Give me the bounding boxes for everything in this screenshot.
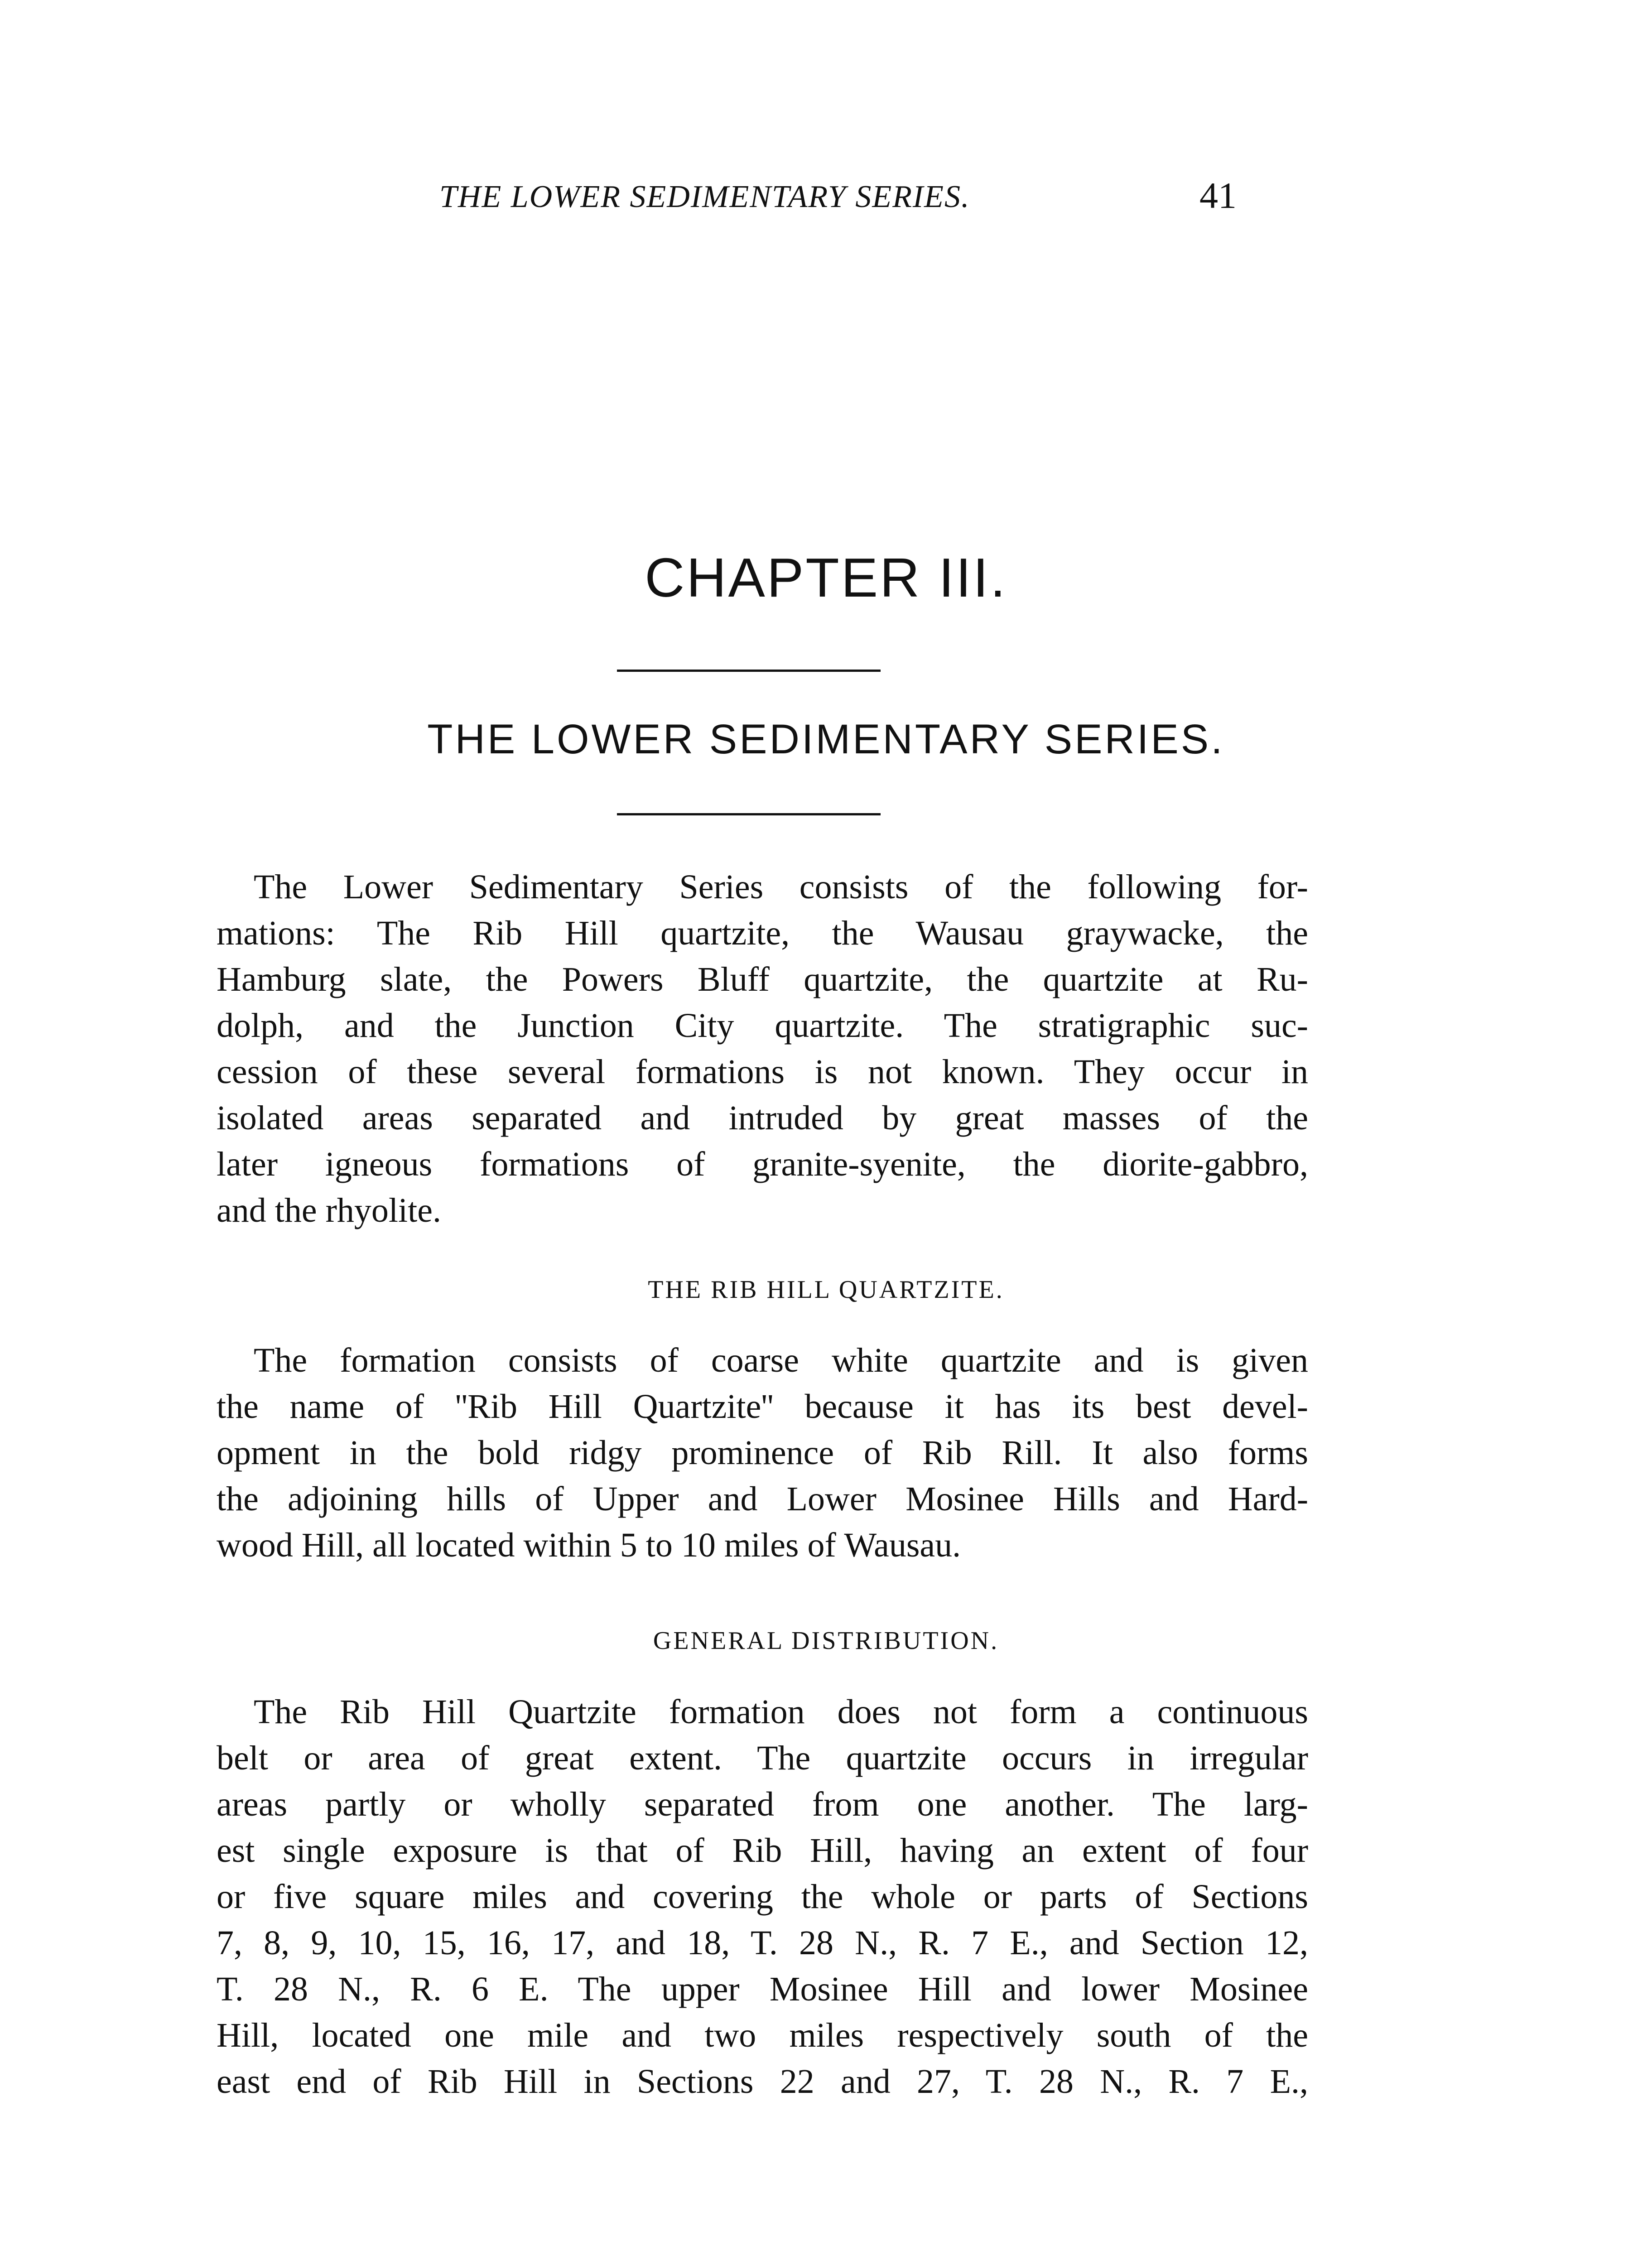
text-line: mations: The Rib Hill quartzite, the Wausau graywacke, the — [217, 914, 1308, 952]
text-line: The Lower Sedimentary Series consists of the following for- — [254, 868, 1308, 906]
page-number: 41 — [1199, 175, 1237, 216]
chapter-title: CHAPTER III. — [645, 547, 1007, 608]
distribution-heading: GENERAL DISTRIBUTION. — [653, 1627, 999, 1655]
text-line: opment in the bold ridgy prominence of Rib Rill. It also forms — [217, 1434, 1308, 1472]
running-head: THE LOWER SEDIMENTARY SERIES. — [439, 179, 970, 214]
text-line: areas partly or wholly separated from one another. The larg- — [217, 1785, 1308, 1823]
chapter-subtitle: THE LOWER SEDIMENTARY SERIES. — [427, 716, 1225, 762]
text-line: 7, 8, 9, 10, 15, 16, 17, and 18, T. 28 N., R. 7 E., and Section 12, — [217, 1924, 1308, 1962]
text-line: the adjoining hills of Upper and Lower Mosinee Hills and Hard- — [217, 1480, 1308, 1518]
text-line: dolph, and the Junction City quartzite. The stratigraphic suc- — [217, 1007, 1308, 1045]
text-line: The Rib Hill Quartzite formation does not form a continuous — [254, 1693, 1308, 1731]
rib-hill-paragraph — [217, 1337, 1308, 1568]
text-line: Hill, located one mile and two miles respectively south of the — [217, 2016, 1308, 2054]
title-rule-bottom — [617, 813, 881, 815]
title-rule-top — [617, 670, 881, 672]
text-line: T. 28 N., R. 6 E. The upper Mosinee Hill and lower Mosinee — [217, 1970, 1308, 2008]
text-line: the name of ''Rib Hill Quartzite'' because it has its best devel- — [217, 1388, 1308, 1426]
text-line: Hamburg slate, the Powers Bluff quartzite, the quartzite at Ru- — [217, 960, 1308, 998]
distribution-paragraph — [217, 1689, 1308, 2105]
text-line: belt or area of great extent. The quartzite occurs in irregular — [217, 1739, 1308, 1777]
text-line: est single exposure is that of Rib Hill, having an extent of four — [217, 1831, 1308, 1870]
intro-paragraph — [217, 864, 1308, 1234]
text-line: later igneous formations of granite-syenite, the diorite-gabbro, — [217, 1145, 1308, 1183]
text-line: The formation consists of coarse white quartzite and is given — [254, 1341, 1308, 1379]
text-line: isolated areas separated and intruded by great masses of the — [217, 1099, 1308, 1137]
text-line: east end of Rib Hill in Sections 22 and 27, T. 28 N., R. 7 E., — [217, 2063, 1308, 2101]
text-line: or five square miles and covering the whole or parts of Sections — [217, 1878, 1308, 1916]
rib-hill-heading: THE RIB HILL QUARTZITE. — [648, 1276, 1004, 1304]
text-line: wood Hill, all located within 5 to 10 miles of Wausau. — [217, 1526, 961, 1564]
text-line: cession of these several formations is not known. They occur in — [217, 1053, 1308, 1091]
text-line: and the rhyolite. — [217, 1191, 441, 1229]
